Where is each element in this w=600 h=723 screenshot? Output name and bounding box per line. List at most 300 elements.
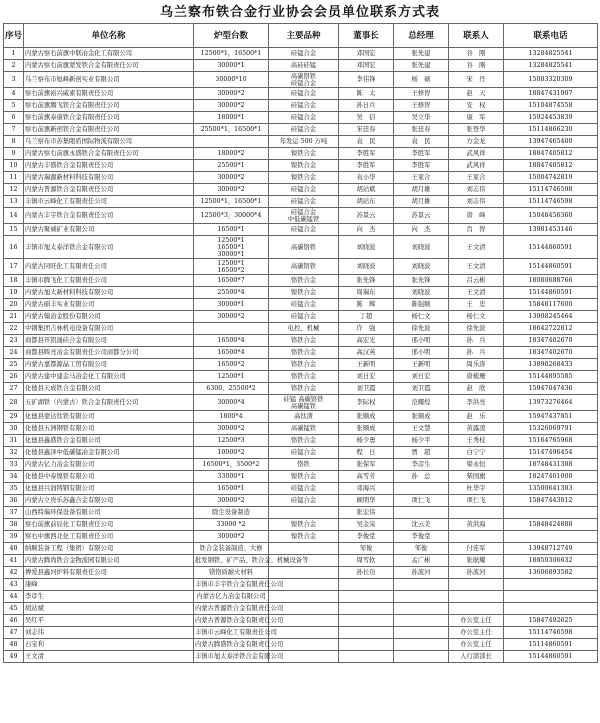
cell-contact: 黄露凌: [449, 423, 504, 435]
cell-products: 铬铁: [269, 459, 339, 471]
cell-company: 博爱县鑫河炉料有限责任公司: [24, 567, 194, 579]
cell-chairman: 邓国宏: [339, 60, 394, 72]
table-row: [4, 259, 598, 275]
cell-index: 12: [4, 184, 24, 196]
cell-chairman: 向 杰: [339, 224, 394, 236]
cell-furnace: 30000*2: [194, 184, 269, 196]
cell-contact: 方金龙: [449, 136, 504, 148]
table-row: [4, 639, 598, 651]
cell-products: 铬铁合金: [269, 359, 339, 371]
cell-chairman: 胡站东: [339, 196, 394, 208]
cell-chairman: 宋廷春: [339, 124, 394, 136]
cell-manager: 孙 总: [394, 471, 449, 483]
cell-index: 20: [4, 299, 24, 311]
cell-company: 内蒙古翰冶金股份有限公司: [24, 311, 194, 323]
cell-phone: 15924453839: [504, 112, 598, 124]
cell-index: 17: [4, 259, 24, 275]
cell-furnace: 内蒙古亿力冶金有限公司: [194, 591, 269, 603]
cell-phone: 15147496454: [504, 447, 598, 459]
cell-chairman: 许 强: [339, 323, 394, 335]
cell-manager: 杨 硕: [394, 72, 449, 88]
cell-company: 化德县蒙达钛铁有限公司: [24, 411, 194, 423]
cell-manager: 刘日宏: [394, 371, 449, 383]
cell-index: 18: [4, 275, 24, 287]
cell-contact: 人行部部长: [449, 651, 504, 663]
cell-products: 硅锰合金: [269, 447, 339, 459]
cell-phone: 18850306632: [504, 555, 598, 567]
cell-products: 铬铁合金: [269, 371, 339, 383]
cell-company: 化德县鑫盛铁合金有限公司: [24, 435, 194, 447]
cell-contact: 赵 欣: [449, 383, 504, 395]
cell-company: 商都县晖亮冶金有限责任公司商都分公司: [24, 347, 194, 359]
cell-manager: 王新明: [394, 359, 449, 371]
cell-manager: 李俊堂: [394, 531, 449, 543]
cell-contact: 孙流河: [449, 567, 504, 579]
cell-chairman: 李俊堂: [339, 531, 394, 543]
cell-manager: 李胜军: [394, 160, 449, 172]
table-row: [4, 184, 598, 196]
cell-company: 乌兰察布市旭峰新创实业有限公司: [24, 72, 194, 88]
cell-chairman: 吴金泉: [339, 519, 394, 531]
cell-contact: 孙 兵: [449, 335, 504, 347]
cell-contact: 唐梳珊: [449, 371, 504, 383]
cell-furnace: 6300、25500*2: [194, 383, 269, 395]
table-row: [4, 100, 598, 112]
cell-phone: 18847431907: [504, 88, 598, 100]
cell-furnace: 内蒙古普源铁合金有限责任公司: [194, 603, 269, 615]
cell-contact: 柴国旗: [449, 471, 504, 483]
cell-products: 镍铁合金: [269, 471, 339, 483]
cell-contact: 办公室主任: [449, 615, 504, 627]
cell-index: 22: [4, 323, 24, 335]
cell-phone: 13973276464: [504, 395, 598, 411]
cell-products: 硅锰合金: [269, 311, 339, 323]
cell-company: 五矿湖铁（内蒙古）铁合金有限责任公司: [24, 395, 194, 411]
cell-products: 硅锰合金: [269, 88, 339, 100]
cell-phone: 15164765968: [504, 435, 598, 447]
cell-chairman: 陈 太: [339, 88, 394, 100]
cell-phone: 15083320309: [504, 72, 598, 88]
cell-chairman: 邹俊: [339, 543, 394, 555]
cell-furnace: 16500*7: [194, 275, 269, 287]
cell-chairman: 程 日: [339, 447, 394, 459]
cell-index: 21: [4, 311, 24, 323]
cell-chairman: 李胜军: [339, 148, 394, 160]
cell-products: 高碳锰铁: [269, 423, 339, 435]
table-row: [4, 172, 598, 184]
cell-contact: 孙 兵: [449, 347, 504, 359]
cell-company: 察右中旗西北化工有限责任公司: [24, 531, 194, 543]
cell-phone: [504, 579, 598, 591]
cell-furnace: 30000*2: [194, 531, 269, 543]
table-row: [4, 160, 598, 172]
cell-index: 35: [4, 483, 24, 495]
cell-company: 刘志伟: [24, 627, 194, 639]
cell-furnace: 12500*1，16500*1: [194, 48, 269, 60]
header-furnace: 炉型台数: [194, 24, 269, 48]
cell-index: 36: [4, 495, 24, 507]
cell-company: 吴红平: [24, 615, 194, 627]
cell-products: 镍铁合金: [269, 519, 339, 531]
cell-contact: 张登华: [449, 124, 504, 136]
cell-furnace: 30000*2: [194, 88, 269, 100]
table-row: [4, 347, 598, 359]
cell-chairman: 高宏光: [339, 335, 394, 347]
cell-chairman: 周雪软: [339, 555, 394, 567]
cell-products: 高硅硅锰: [269, 60, 339, 72]
cell-contact: [449, 603, 504, 615]
cell-company: 内蒙古亿力冶金有限公司: [24, 459, 194, 471]
cell-phone: [504, 507, 598, 519]
cell-index: 34: [4, 471, 24, 483]
cell-phone: 15114746598: [504, 196, 598, 208]
cell-products: 高碳铬铁: [269, 259, 339, 275]
cell-manager: 李胜军: [394, 148, 449, 160]
cell-chairman: 张顺成: [339, 411, 394, 423]
table-row: [4, 196, 598, 208]
cell-chairman: 李际权: [339, 395, 394, 411]
table-row: [4, 555, 598, 567]
cell-phone: 15144860591: [504, 259, 598, 275]
cell-company: 察右前旗泰康铁合金有限责任公司: [24, 112, 194, 124]
cell-index: 15: [4, 224, 24, 236]
cell-products: 铬铁合金: [269, 347, 339, 359]
cell-chairman: [339, 651, 394, 663]
cell-company: 化德县鑫泽中低碳锰冶金有限公司: [24, 447, 194, 459]
cell-manager: [394, 483, 449, 495]
cell-index: 28: [4, 395, 24, 411]
cell-contact: 谷 刚: [449, 60, 504, 72]
cell-chairman: 苏景云: [339, 208, 394, 224]
table-row: [4, 124, 598, 136]
cell-furnace: [194, 323, 269, 335]
cell-products: 镍铁合金: [269, 287, 339, 299]
cell-furnace: 丰镇市旭太泰洋铁合金有限公司: [194, 651, 269, 663]
cell-furnace: 10000*2: [194, 447, 269, 459]
cell-phone: 18748431388: [504, 459, 598, 471]
document-title: 乌兰察布铁合金行业协会会员单位联系方式表: [159, 5, 440, 20]
cell-products: 镍铁合金: [269, 531, 339, 543]
cell-phone: 15847492625: [504, 615, 598, 627]
cell-furnace: 内蒙古普源铁合金有限责任公司: [194, 615, 269, 627]
cell-products: 铬铁合金: [269, 335, 339, 347]
table-row: [4, 48, 598, 60]
cell-chairman: 孙长功: [339, 567, 394, 579]
header-contact: 联系人: [449, 24, 504, 48]
cell-phone: 18847405812: [504, 148, 598, 160]
cell-contact: 赵 乐: [449, 411, 504, 423]
cell-furnace: 33000*1: [194, 471, 269, 483]
cell-index: 46: [4, 615, 24, 627]
cell-company: 内蒙古察右前旗蒙发铁合金有限责任公司: [24, 60, 194, 72]
cell-company: 内蒙古建中建金马冶金化工有限公司: [24, 371, 194, 383]
cell-chairman: 刘晓波: [339, 236, 394, 259]
cell-chairman: 胡站斌: [339, 184, 394, 196]
cell-index: 44: [4, 591, 24, 603]
cell-company: 内蒙古丰盛铁合金有限责任公司: [24, 160, 194, 172]
table-row: [4, 519, 598, 531]
cell-phone: 15104874558: [504, 100, 598, 112]
header-general-manager: 总经理: [394, 24, 449, 48]
cell-phone: [504, 603, 598, 615]
cell-products: [269, 591, 339, 603]
cell-manager: 孟广彬: [394, 555, 449, 567]
table-row: [4, 651, 598, 663]
table-row: [4, 275, 598, 287]
cell-manager: 陈强顺: [394, 299, 449, 311]
cell-manager: 刘晓波: [394, 287, 449, 299]
table-row: [4, 483, 598, 495]
table-body: [4, 48, 598, 663]
cell-products: 镍铁合金: [269, 160, 339, 172]
cell-contact: 项仁飞: [449, 495, 504, 507]
table-row: [4, 148, 598, 160]
cell-index: 49: [4, 651, 24, 663]
cell-company: 内蒙古嘉都源晶工贸有限公司: [24, 359, 194, 371]
table-row: [4, 287, 598, 299]
cell-manager: 徐先波: [394, 323, 449, 335]
cell-index: 33: [4, 459, 24, 471]
cell-manager: 项仁飞: [394, 495, 449, 507]
cell-contact: 刘志伟: [449, 184, 504, 196]
table-row: [4, 136, 598, 148]
cell-contact: 康 军: [449, 112, 504, 124]
cell-furnace: 12500*3: [194, 435, 269, 447]
cell-manager: 邹俊: [394, 543, 449, 555]
cell-index: 40: [4, 543, 24, 555]
cell-phone: 15848117600: [504, 299, 598, 311]
cell-company: 内蒙古瑞源新材料科技有限公司: [24, 172, 194, 184]
cell-index: 24: [4, 347, 24, 359]
cell-manager: 邢小明: [394, 335, 449, 347]
table-row: [4, 236, 598, 259]
cell-furnace: 丰镇市云峰化工有限责任公司: [194, 627, 269, 639]
cell-contact: 白宁宁: [449, 447, 504, 459]
cell-contact: [449, 507, 504, 519]
cell-chairman: 李胜军: [339, 160, 394, 172]
cell-chairman: 杨少勇: [339, 435, 394, 447]
table-row: [4, 311, 598, 323]
cell-manager: [394, 579, 449, 591]
cell-chairman: 邓国宏: [339, 48, 394, 60]
cell-products: 高碳铬铁 硅锰合金: [269, 72, 339, 88]
cell-chairman: 刘晓波: [339, 259, 394, 275]
cell-index: 7: [4, 124, 24, 136]
cell-contact: 武风祥: [449, 148, 504, 160]
cell-chairman: [339, 639, 394, 651]
cell-phone: 13606893582: [504, 567, 598, 579]
cell-furnace: 30000*2: [194, 423, 269, 435]
cell-manager: [394, 627, 449, 639]
cell-contact: 王文清: [449, 236, 504, 259]
cell-index: 8: [4, 136, 24, 148]
table-row: [4, 208, 598, 224]
cell-contact: 杜华宇: [449, 483, 504, 495]
cell-contact: 赵 天: [449, 88, 504, 100]
cell-contact: 王 忠: [449, 299, 504, 311]
cell-phone: 15848424888: [504, 519, 598, 531]
cell-company: 化德县兴润铸钢有限公司: [24, 483, 194, 495]
cell-company: 石宝利: [24, 639, 194, 651]
cell-contact: [449, 531, 504, 543]
cell-index: 31: [4, 435, 24, 447]
cell-furnace: 30000*2: [194, 100, 269, 112]
header-products: 主要品种: [269, 24, 339, 48]
cell-phone: 13981453146: [504, 224, 598, 236]
cell-phone: 15144860591: [504, 651, 598, 663]
table-row: [4, 591, 598, 603]
cell-phone: 15048456360: [504, 208, 598, 224]
cell-manager: 袁 民: [394, 136, 449, 148]
cell-company: 丰镇市云峰化工有限责任公司: [24, 196, 194, 208]
cell-index: 26: [4, 371, 24, 383]
cell-company: 内蒙古察右前旗永盛铁合金有限责任公司: [24, 148, 194, 160]
cell-index: 30: [4, 423, 24, 435]
cell-index: 5: [4, 100, 24, 112]
cell-index: 23: [4, 335, 24, 347]
table-row: [4, 72, 598, 88]
cell-furnace: 除尘设备制造: [194, 507, 269, 519]
cell-index: 16: [4, 236, 24, 259]
cell-furnace: [194, 136, 269, 148]
cell-index: 29: [4, 411, 24, 423]
cell-phone: 13284825541: [504, 60, 598, 72]
cell-furnace: 25500*4: [194, 287, 269, 299]
table-row: [4, 60, 598, 72]
cell-index: 43: [4, 579, 24, 591]
header-company: 单位名称: [24, 24, 194, 48]
cell-company: 察右前旗腾飞铁合金有限责任公司: [24, 100, 194, 112]
cell-chairman: 张先锋: [339, 275, 394, 287]
cell-products: 铬铁合金: [269, 383, 339, 395]
cell-chairman: [339, 615, 394, 627]
cell-index: 39: [4, 531, 24, 543]
cell-manager: 杨仁文: [394, 311, 449, 323]
cell-index: 48: [4, 639, 24, 651]
cell-manager: [394, 651, 449, 663]
cell-furnace: 16500*4: [194, 335, 269, 347]
cell-manager: 王家合: [394, 172, 449, 184]
cell-index: 37: [4, 507, 24, 519]
cell-products: 硅锰合金: [269, 196, 339, 208]
cell-manager: 邢小明: [394, 347, 449, 359]
cell-furnace: 12500*1 16500*2: [194, 259, 269, 275]
cell-manager: 王修智: [394, 100, 449, 112]
cell-index: 9: [4, 148, 24, 160]
cell-contact: [449, 591, 504, 603]
table-row: [4, 224, 598, 236]
cell-phone: 13908245464: [504, 311, 598, 323]
cell-phone: 18347402670: [504, 347, 598, 359]
cell-chairman: [339, 603, 394, 615]
cell-company: 内蒙古普源铁合金有限责任公司: [24, 184, 194, 196]
cell-manager: 张先建: [394, 60, 449, 72]
cell-manager: [394, 615, 449, 627]
cell-chairman: 李伟锋: [339, 72, 394, 88]
cell-chairman: 王新明: [339, 359, 394, 371]
cell-furnace: 铁合金装备制造、大修: [194, 543, 269, 555]
cell-company: 王文清: [24, 651, 194, 663]
cell-furnace: 30000*2: [194, 172, 269, 184]
table-row: [4, 459, 598, 471]
cell-phone: 13500641383: [504, 483, 598, 495]
table-row: [4, 579, 598, 591]
table-header-row: [4, 24, 598, 48]
cell-company: 内蒙古旭太新材料科技有限公司: [24, 287, 194, 299]
cell-chairman: 袁小华: [339, 172, 394, 184]
cell-phone: [504, 591, 598, 603]
cell-company: 化德县五洲钢铁有限公司: [24, 423, 194, 435]
cell-phone: 15114860591: [504, 639, 598, 651]
cell-contact: 付连军: [449, 543, 504, 555]
cell-furnace: 18000*1: [194, 112, 269, 124]
cell-manager: 李彦生: [394, 459, 449, 471]
cell-phone: 15144895585: [504, 371, 598, 383]
cell-phone: 13948712749: [504, 543, 598, 555]
cell-contact: 王文清: [449, 287, 504, 299]
cell-company: 丰镇市腾飞化工有限责任公司: [24, 275, 194, 287]
cell-manager: 孙流河: [394, 567, 449, 579]
cell-phone: 18347402670: [504, 335, 598, 347]
cell-contact: 安 权: [449, 100, 504, 112]
cell-manager: 王文慧: [394, 423, 449, 435]
cell-phone: [504, 531, 598, 543]
cell-contact: 徐先波: [449, 323, 504, 335]
cell-furnace: 16500*1，3500*2: [194, 459, 269, 471]
cell-contact: 王家合: [449, 172, 504, 184]
cell-phone: 15004742819: [504, 172, 598, 184]
cell-index: 1: [4, 48, 24, 60]
cell-index: 11: [4, 172, 24, 184]
cell-furnace: 16500*1: [194, 483, 269, 495]
table-row: [4, 603, 598, 615]
cell-phone: 15144860591: [504, 236, 598, 259]
cell-products: 铬铁合金: [269, 435, 339, 447]
cell-furnace: 33000 *2: [194, 519, 269, 531]
cell-chairman: 周瑞东: [339, 287, 394, 299]
cell-products: 硅锰合金: [269, 48, 339, 60]
cell-furnace: 12500*1 16500*1 30000*1: [194, 236, 269, 259]
cell-manager: 贾 超: [394, 447, 449, 459]
cell-index: 38: [4, 519, 24, 531]
cell-company: 山西特瑞环保设备有限公司: [24, 507, 194, 519]
header-phone: 联系电话: [504, 24, 598, 48]
table-row: [4, 435, 598, 447]
cell-contact: 李洪亮: [449, 395, 504, 411]
cell-products: 硅锰合金: [269, 124, 339, 136]
cell-furnace: 12500*1: [194, 371, 269, 383]
cell-manager: [394, 507, 449, 519]
cell-index: 4: [4, 88, 24, 100]
cell-products: 铬铁合金: [269, 275, 339, 287]
cell-furnace: 1800*4: [194, 411, 269, 423]
cell-index: 10: [4, 160, 24, 172]
cell-furnace: 30000*2: [194, 495, 269, 507]
cell-furnace: 12500*3，30000*4: [194, 208, 269, 224]
cell-phone: 18847405812: [504, 160, 598, 172]
cell-phone: 18247401000: [504, 471, 598, 483]
cell-chairman: [339, 579, 394, 591]
cell-index: 45: [4, 603, 24, 615]
cell-products: 硅锰合金: [269, 483, 339, 495]
cell-company: 胡站斌: [24, 603, 194, 615]
cell-manager: [394, 639, 449, 651]
cell-furnace: 30000*1: [194, 299, 269, 311]
cell-company: 乌兰察布市苏集眼盾国际物流有限公司: [24, 136, 194, 148]
cell-index: 27: [4, 383, 24, 395]
cell-products: 电控，机械: [269, 323, 339, 335]
table-row: [4, 531, 598, 543]
